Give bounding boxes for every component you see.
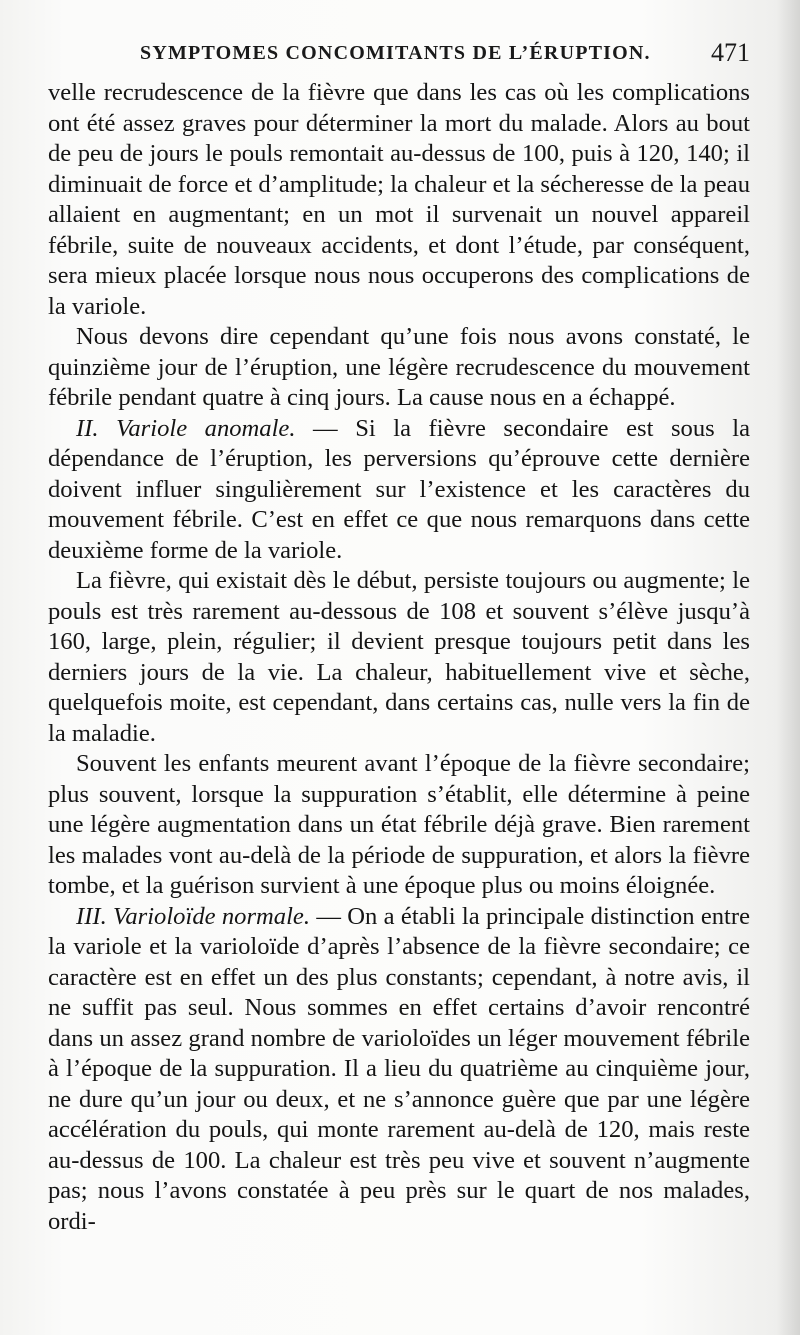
paragraph-text: — On a établi la principale distinction entre la variole et la varioloïde d’après l’absence de la fièvre secondaire; ce caractère est en effet un des plus constants; cependant, à notre avis, il ne suffit pas seul. Nous sommes en effet certains d’avoir rencontré dans un assez grand nombre de varioloïdes un léger mouvement fébrile à l’époque de la suppuration. Il a lieu du quatrième au cinquième jour, ne dure qu’un jour ou deux, et ne s’annonce guère que par une légère accélération du pouls, qui monte rarement au-delà de 120, mais reste au-dessus de 100. La chaleur est très peu vive et souvent n’augmente pas; nous l’avons constatée à peu près sur le quart de nos malades, ordi-	[48, 902, 750, 1235]
paragraph-text: velle recrudescence de la fièvre que dans les cas où les complications ont été assez graves pour déterminer la mort du malade. Alors au bout de peu de jours le pouls remontait au-dessus de 100, puis à 120, 140; il diminuait de force et d’amplitude; la chaleur et la sécheresse de la peau allaient en augmentant; en un mot il survenait un nouvel appareil fébrile, suite de nouveaux accidents, et dont l’étude, par conséquent, sera mieux placée lorsque nous nous occuperons des complications de la variole.	[48, 79, 750, 320]
section-paragraph-variole-anomale	[48, 414, 750, 567]
section-label: II. Variole anomale.	[76, 414, 296, 442]
paragraph-text: — Si la fièvre secondaire est sous la dépendance de l’éruption, les perversions qu’éprouve cette dernière doivent influer singulièrement sur l’existence et les caractères du mouvement fébrile. C’est en effet ce que nous remarquons dans cette deuxième forme de la variole.	[48, 414, 750, 564]
paragraph-continuation	[48, 78, 750, 322]
page-header	[48, 40, 752, 72]
paragraph	[48, 749, 750, 902]
paragraph-text: Nous devons dire cependant qu’une fois nous avons constaté, le quinzième jour de l’éruption, une légère recrudescence du mouvement fébrile pendant quatre à cinq jours. La cause nous en a échappé.	[48, 323, 750, 411]
paragraph-text: La fièvre, qui existait dès le début, persiste toujours ou augmente; le pouls est très rarement au-dessous de 108 et souvent s’élève jusqu’à 160, large, plein, régulier; il devient presque toujours petit dans les derniers jours de la vie. La chaleur, habituellement vive et sèche, quelquefois moite, est cependant, dans certains cas, nulle vers la fin de la maladie.	[48, 567, 750, 747]
page-number: 471	[711, 38, 750, 67]
page-edge-shadow	[776, 0, 800, 1335]
section-label: III. Varioloïde normale.	[76, 902, 310, 930]
running-title: SYMPTOMES CONCOMITANTS DE L’ÉRUPTION.	[140, 42, 651, 64]
section-paragraph-varioloide-normale	[48, 902, 750, 1238]
paragraph	[48, 322, 750, 414]
paragraph-text: Souvent les enfants meurent avant l’époque de la fièvre secondaire; plus souvent, lorsque la suppuration s’établit, elle détermine à peine une légère augmentation dans un état fébrile déjà grave. Bien rarement les malades vont au-delà de la période de suppuration, et alors la fièvre tombe, et la guérison survient à une époque plus ou moins éloignée.	[48, 750, 750, 899]
paragraph	[48, 566, 750, 749]
body-text	[48, 78, 750, 1237]
